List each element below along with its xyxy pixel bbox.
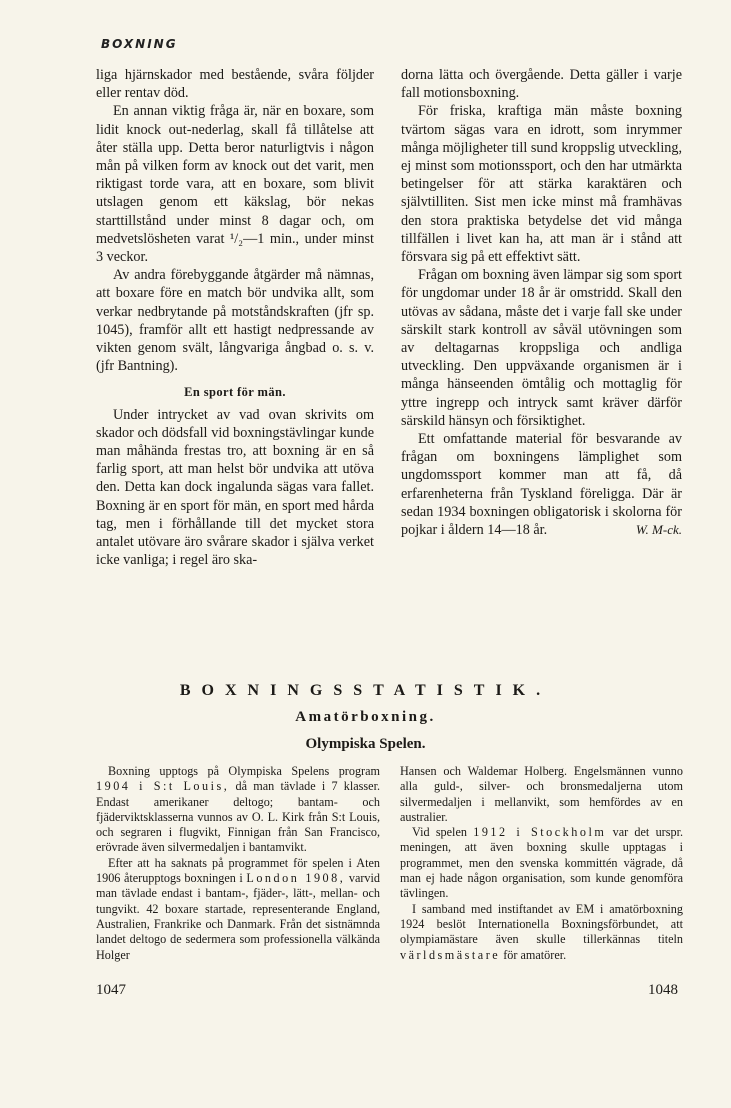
text-run: Boxning upptogs på Olympiska Spelens program xyxy=(108,764,380,778)
right-column xyxy=(401,66,682,539)
paragraph: liga hjärnskador med bestående, svåra följder eller rentav död. xyxy=(96,67,374,102)
paragraph-text: Ett omfattande material för besvarande av frågan om boxningens lämplighet som ungdomssport kommer man att få, då erfarenheterna från Tyskland föreligga. Där är sedan 1934 boxningen obligatorisk i skolorna för pojkar i åldern 14—18 år. xyxy=(401,431,682,539)
text-run: för amatörer. xyxy=(503,947,567,962)
spaced-text: 1912 i Stockholm xyxy=(473,825,607,840)
statistics-right-column xyxy=(400,764,683,963)
page-number-left: 1047 xyxy=(96,982,126,998)
paragraph xyxy=(400,902,683,963)
paragraph xyxy=(96,856,380,963)
statistics-title: BOXNINGSSTATISTIK. xyxy=(179,682,552,699)
author-signature: W. M-ck. xyxy=(635,522,682,538)
text-run: då man tävlade i 7 klasser. Endast amerikaner deltogo; bantam- och fjäderviktsklasserna vunnos av O. L. Kirk från S:t Louis, och segraren i flugvikt, Finnigan från San Francisco, erövrade även silvermedaljen i bantamvikt. xyxy=(96,779,381,855)
left-column xyxy=(96,66,374,569)
statistics-left-column xyxy=(96,764,380,963)
paragraph xyxy=(96,764,380,856)
paragraph: För friska, kraftiga män måste boxning tvärtom sägas vara en idrott, som inrymmer många möjligheter till sund kroppslig utveckling, ej minst som motionssport, och den har utmärkta betingelser för att stärka karaktären och självtilliten. Sist men icke minst må framhävas den stora praktiska betydelse det vid många tillfällen i livet kan ha, att man är i stånd att försvara sig på ett effektivt sätt. xyxy=(401,103,682,266)
spaced-text: världsmästare xyxy=(400,947,501,962)
spaced-text: London 1908, xyxy=(246,871,346,886)
statistics-subtitle-2: Olympiska Spelen. xyxy=(305,736,426,752)
paragraph: Av andra förebyggande åtgärder må nämnas, att boxare före en match bör undvika allt, som verkar nedbrytande på motståndskraften (jfr sp. 1045), framför allt ett hastigt nedpressande av vikten genom svält, långvariga ångbad o. s. v. (jfr Bantning). xyxy=(96,267,374,375)
section-subheading: En sport för män. xyxy=(184,385,286,400)
running-header: BOXNING xyxy=(101,37,178,51)
text-run: Vid spelen xyxy=(412,825,467,840)
paragraph: Frågan om boxning även lämpar sig som sport för ungdomar under 18 år är omstridd. Skall den utövas av sådana, måste det i varje fall ske under särskilt stark kontroll av såväl utövningen som av deltagarnas kroppsliga och andliga utveckling. Den uppväxande organismen är i många hänseenden ömtålig och mottaglig för yttre ingrepp och intryck samt kräver därför särskild hänsyn och försiktighet. xyxy=(401,267,682,429)
page-number-right: 1048 xyxy=(648,982,678,998)
paragraph: Under intrycket av vad ovan skrivits om skador och dödsfall vid boxningstävlingar kunde man måhända frestas tro, att boxning är en så farlig sport, att man helst bör undvika att utöva den. Detta kan dock ingalunda sägas vara fallet. Boxning är en sport för män, en sport med hårda tag, men i förhållande till det mycket stora antalet utövare äro svårare skador i själva verket icke vanliga; i regel äro ska- xyxy=(96,406,374,569)
text-run: var det urspr. meningen, att även boxning skulle upptagas i programmet, men den svenska kommittén vägrade, då man ej hade någon organisation, som kunde genomföra tävlingen. xyxy=(400,825,683,901)
text-run: I samband med instiftandet av EM i amatörboxning 1924 beslöt Internationella Boxningsförbundet, att olympiamästare även skulle tillerkännas titeln xyxy=(400,901,683,947)
text-run: varvid man tävlade endast i bantam-, fjäder-, lätt-, mellan- och tungvikt. 42 boxare startade, representerande England, Australien, Frankrike och Danmark. Från det sistnämnda landet deltogo de sedermera som professionella välkända Holger xyxy=(96,871,381,962)
text-run: Efter att ha saknats på programmet för spelen i Aten 1906 återupptogs boxningen i xyxy=(96,855,380,886)
paragraph: dorna lätta och övergående. Detta gäller i varje fall motionsboxning. xyxy=(401,67,682,102)
spaced-text: 1904 i S:t Louis, xyxy=(96,779,230,794)
statistics-subtitle: Amatörboxning. xyxy=(295,709,436,725)
paragraph xyxy=(401,430,682,539)
paragraph xyxy=(400,825,683,901)
paragraph: Hansen och Waldemar Holberg. Engelsmännen vunno alla guld-, silver- och bronsmedaljerna utom silvermedaljen i mellanvikt, som hemfördes av en australier. xyxy=(400,764,683,824)
paragraph: En annan viktig fråga är, när en boxare, som lidit knock out-nederlag, skall få tillåtelse att åter ställa upp. Detta beror naturligtvis i någon mån på vilken form av knock out det varit, men riktigast torde vara, att en boxare, som blivit utslagen genom ett käkslag, bör nekas starttillstånd under minst 8 dagar och, om medvetslösheten varat ¹/₂—1 min., under minst 3 veckor. xyxy=(96,103,374,266)
